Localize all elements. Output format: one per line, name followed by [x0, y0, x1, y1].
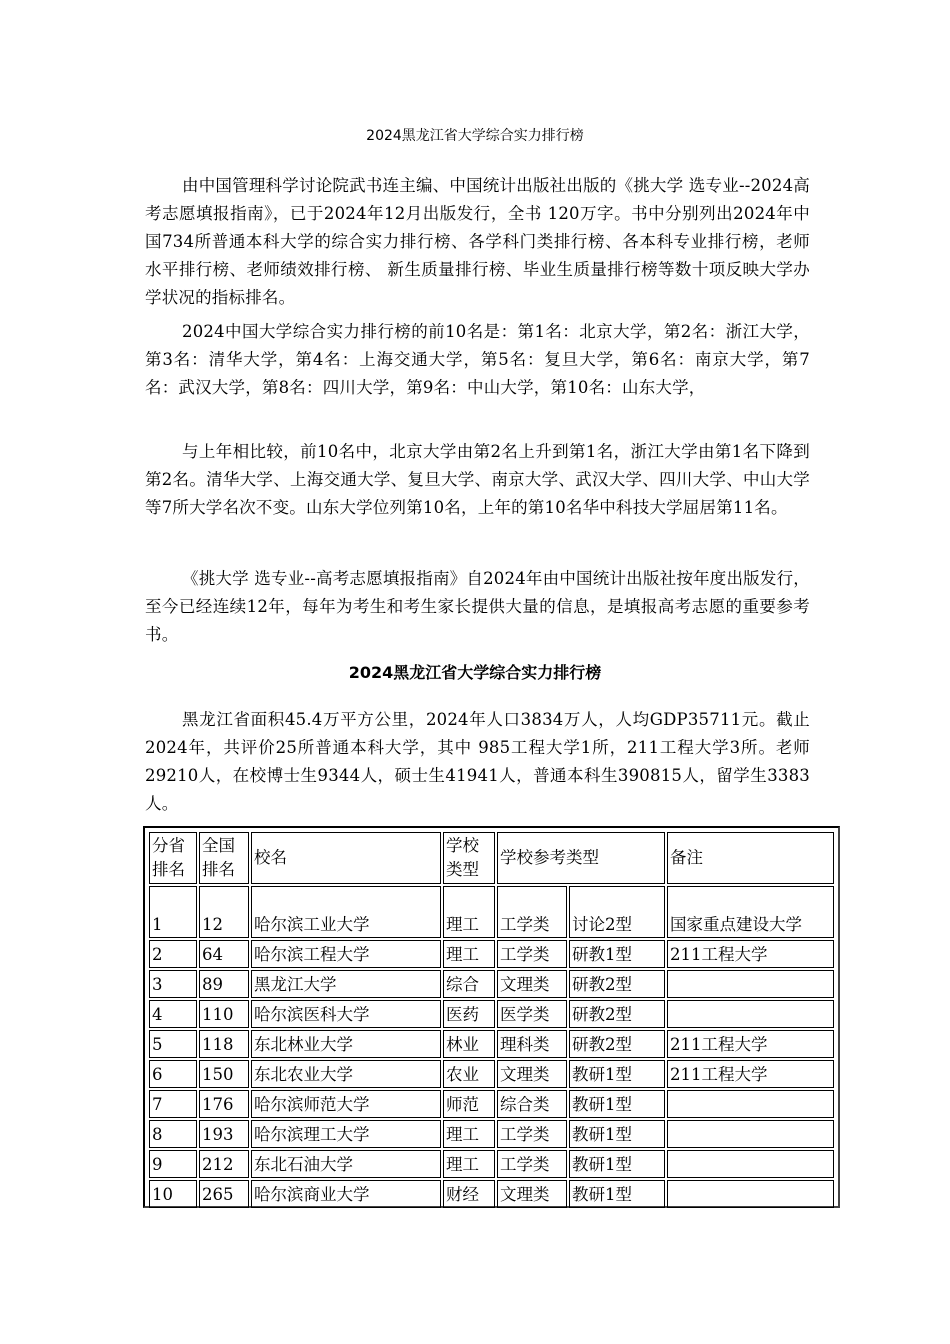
cell-reference-category: 综合类: [497, 1090, 567, 1118]
cell-school-type: 农业: [443, 1060, 495, 1088]
intro-paragraph: 由中国管理科学讨论院武书连主编、中国统计出版社出版的《挑大学 选专业--2024高考志愿填报指南》，已于2024年12月出版发行，全书 120万字。书中分别列出2024年中国734所普通本科大学的综合实力排行榜、各学科门类排行榜、各本科专业排行榜，老师水平排行榜、老师绩效排行榜、 新生质量排行榜、毕业生质量排行榜等数十项反映大学办学状况的指标排名。: [145, 176, 810, 307]
cell-reference-level: 研教2型: [569, 970, 665, 998]
cell-school-name: 哈尔滨医科大学: [251, 1000, 441, 1028]
cell-school-name: 哈尔滨工业大学: [251, 886, 441, 938]
top-ten-paragraph: 2024中国大学综合实力排行榜的前10名是：第1名：北京大学，第2名：浙江大学，第3名：清华大学，第4名：上海交通大学，第5名：复旦大学，第6名：南京大学，第7名：武汉大学，第8名：四川大学，第9名：中山大学，第10名：山东大学，: [145, 322, 810, 397]
cell-reference-level: 教研1型: [569, 1150, 665, 1178]
cell-province-rank: 4: [149, 1000, 197, 1028]
cell-reference-level: 教研1型: [569, 1090, 665, 1118]
cell-province-rank: 9: [149, 1150, 197, 1178]
cell-national-rank: 150: [199, 1060, 249, 1088]
header-reference-type: 学校参考类型: [497, 832, 665, 884]
cell-school-name: 东北石油大学: [251, 1150, 441, 1178]
cell-school-name: 哈尔滨商业大学: [251, 1180, 441, 1208]
cell-province-rank: 3: [149, 970, 197, 998]
cell-school-type: 财经: [443, 1180, 495, 1208]
ranking-table: [147, 830, 836, 1210]
table-row: [149, 1150, 834, 1178]
table-row: [149, 1060, 834, 1088]
cell-remark: [667, 970, 834, 998]
cell-school-name: 哈尔滨师范大学: [251, 1090, 441, 1118]
cell-school-type: 理工: [443, 940, 495, 968]
cell-school-type: 师范: [443, 1090, 495, 1118]
cell-school-type: 理工: [443, 1120, 495, 1148]
cell-reference-level: 教研1型: [569, 1120, 665, 1148]
cell-reference-category: 工学类: [497, 940, 567, 968]
cell-reference-category: 文理类: [497, 970, 567, 998]
cell-national-rank: 118: [199, 1030, 249, 1058]
cell-school-name: 哈尔滨理工大学: [251, 1120, 441, 1148]
table-row: [149, 886, 834, 938]
cell-reference-category: 文理类: [497, 1060, 567, 1088]
cell-reference-category: 工学类: [497, 1120, 567, 1148]
cell-national-rank: 64: [199, 940, 249, 968]
cell-national-rank: 265: [199, 1180, 249, 1208]
cell-reference-level: 讨论2型: [569, 886, 665, 938]
cell-remark: [667, 1000, 834, 1028]
cell-school-type: 医药: [443, 1000, 495, 1028]
header-national-rank: 全国排名: [199, 832, 249, 884]
cell-reference-level: 研教2型: [569, 1030, 665, 1058]
cell-school-name: 黑龙江大学: [251, 970, 441, 998]
cell-reference-category: 文理类: [497, 1180, 567, 1208]
cell-province-rank: 2: [149, 940, 197, 968]
table-row: [149, 1180, 834, 1208]
cell-reference-level: 研教1型: [569, 940, 665, 968]
cell-national-rank: 110: [199, 1000, 249, 1028]
cell-school-type: 理工: [443, 1150, 495, 1178]
cell-school-type: 综合: [443, 970, 495, 998]
cell-reference-category: 理科类: [497, 1030, 567, 1058]
table-row: [149, 1000, 834, 1028]
cell-reference-level: 教研1型: [569, 1060, 665, 1088]
table-row: [149, 1120, 834, 1148]
cell-remark: 211工程大学: [667, 940, 834, 968]
table-row: [149, 940, 834, 968]
section-title: 2024黑龙江省大学综合实力排行榜: [348, 663, 602, 682]
cell-national-rank: 193: [199, 1120, 249, 1148]
cell-province-rank: 7: [149, 1090, 197, 1118]
header-province-rank: 分省排名: [149, 832, 197, 884]
cell-school-type: 理工: [443, 886, 495, 938]
table-row: [149, 970, 834, 998]
cell-province-rank: 10: [149, 1180, 197, 1208]
cell-remark: 211工程大学: [667, 1030, 834, 1058]
cell-province-rank: 6: [149, 1060, 197, 1088]
cell-remark: [667, 1150, 834, 1178]
cell-province-rank: 5: [149, 1030, 197, 1058]
cell-remark: [667, 1120, 834, 1148]
province-summary-paragraph: 黑龙江省面积45.4万平方公里，2024年人口3834万人，人均GDP35711元。截止2024年，共评价25所普通本科大学，其中 985工程大学1所，211工程大学3所。老师29210人，在校博士生9344人，硕士生41941人，普通本科生390815人，留学生3383人。: [145, 710, 810, 813]
header-school-name: 校名: [251, 832, 441, 884]
cell-national-rank: 12: [199, 886, 249, 938]
cell-remark: 国家重点建设大学: [667, 886, 834, 938]
document-title: 2024黑龙江省大学综合实力排行榜: [366, 128, 584, 144]
cell-school-name: 哈尔滨工程大学: [251, 940, 441, 968]
cell-national-rank: 89: [199, 970, 249, 998]
header-school-type: 学校类型: [443, 832, 495, 884]
cell-province-rank: 8: [149, 1120, 197, 1148]
header-remarks: 备注: [667, 832, 834, 884]
cell-school-name: 东北林业大学: [251, 1030, 441, 1058]
book-paragraph: 《挑大学 选专业--高考志愿填报指南》自2024年由中国统计出版社按年度出版发行，至今已经连续12年，每年为考生和考生家长提供大量的信息，是填报高考志愿的重要参考书。: [145, 569, 810, 644]
cell-school-name: 东北农业大学: [251, 1060, 441, 1088]
table-row: [149, 1030, 834, 1058]
cell-national-rank: 176: [199, 1090, 249, 1118]
cell-reference-category: 工学类: [497, 886, 567, 938]
cell-remark: [667, 1090, 834, 1118]
cell-reference-category: 工学类: [497, 1150, 567, 1178]
comparison-paragraph: 与上年相比较，前10名中，北京大学由第2名上升到第1名，浙江大学由第1名下降到第2名。清华大学、上海交通大学、复旦大学、南京大学、武汉大学、四川大学、中山大学等7所大学名次不变。山东大学位列第10名，上年的第10名华中科技大学屈居第11名。: [145, 442, 810, 517]
cell-province-rank: 1: [149, 886, 197, 938]
cell-national-rank: 212: [199, 1150, 249, 1178]
cell-reference-level: 研教2型: [569, 1000, 665, 1028]
cell-remark: 211工程大学: [667, 1060, 834, 1088]
cell-reference-level: 教研1型: [569, 1180, 665, 1208]
ranking-table-frame: [143, 826, 840, 1208]
cell-school-type: 林业: [443, 1030, 495, 1058]
table-header-row: [149, 832, 834, 884]
cell-remark: [667, 1180, 834, 1208]
cell-reference-category: 医学类: [497, 1000, 567, 1028]
table-row: [149, 1090, 834, 1118]
